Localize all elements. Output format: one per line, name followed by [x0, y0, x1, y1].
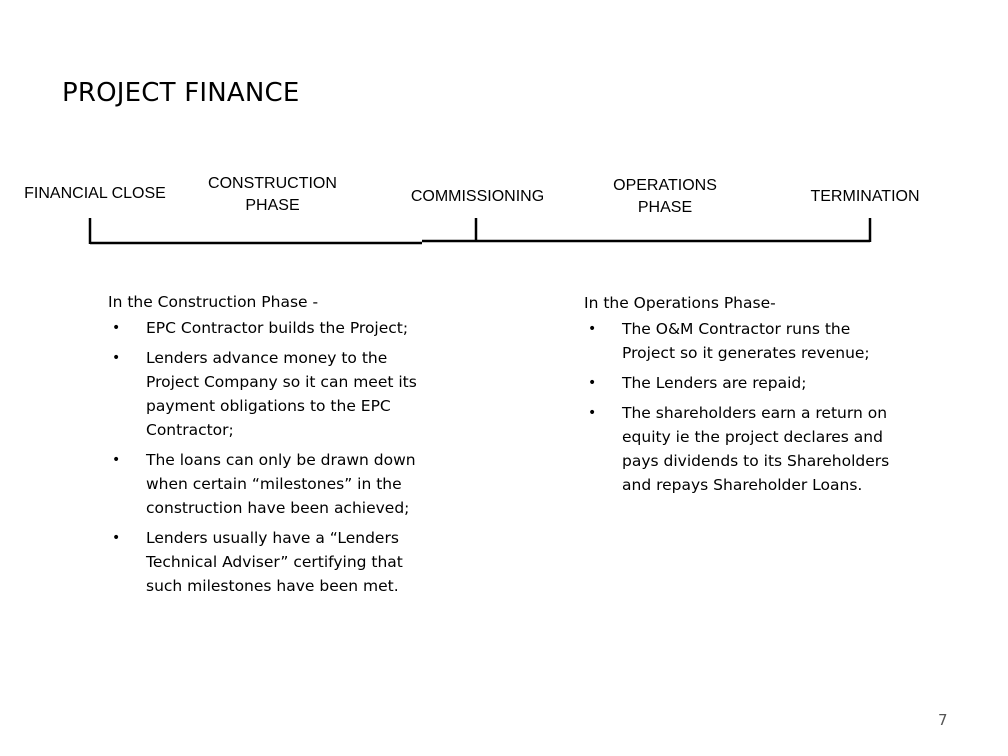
phase-label-operations: OPERATIONS PHASE: [613, 177, 717, 216]
bullet-icon: •: [112, 452, 121, 468]
phase-label-termination: TERMINATION: [810, 188, 920, 205]
bullet-icon: •: [112, 320, 121, 336]
construction-heading: In the Construction Phase -: [108, 293, 319, 311]
list-item-text: The O&M Contractor runs the Project so it generates revenue;: [622, 320, 870, 362]
bullet-icon: •: [112, 350, 121, 366]
slide-title: PROJECT FINANCE: [62, 78, 300, 108]
phase-label-construction: CONSTRUCTION PHASE: [208, 175, 337, 214]
list-item-text: Lenders advance money to the Project Company so it can meet its payment obligations to the EPC Contractor;: [146, 349, 417, 439]
list-item-text: EPC Contractor builds the Project;: [146, 319, 409, 337]
list-item: [108, 316, 428, 340]
list-item: [584, 371, 904, 395]
list-item-text: The shareholders earn a return on equity ie the project declares and pays dividends to its Shareholders and repays Shareholder Loans.: [622, 404, 890, 494]
bullet-icon: •: [112, 530, 121, 546]
list-item: [584, 317, 904, 365]
phase-label-commissioning: COMMISSIONING: [410, 188, 545, 205]
list-item: [108, 346, 428, 442]
bullet-icon: •: [588, 375, 597, 391]
operations-section: [584, 291, 904, 503]
list-item: [108, 526, 428, 598]
list-item: [108, 448, 428, 520]
construction-bullet-list: [108, 316, 428, 598]
list-item-text: The Lenders are repaid;: [622, 374, 807, 392]
bullet-icon: •: [588, 321, 597, 337]
phase-label-financial-close: FINANCIAL CLOSE: [24, 185, 166, 202]
page-number: 7: [938, 711, 948, 729]
list-item-text: Lenders usually have a “Lenders Technical Adviser” certifying that such milestones have been met.: [146, 529, 403, 595]
construction-section: [108, 290, 428, 604]
list-item: [584, 401, 904, 497]
list-item-text: The loans can only be drawn down when certain “milestones” in the construction have been achieved;: [146, 451, 416, 517]
operations-bullet-list: [584, 317, 904, 497]
operations-heading: In the Operations Phase-: [584, 294, 776, 312]
bullet-icon: •: [588, 405, 597, 421]
